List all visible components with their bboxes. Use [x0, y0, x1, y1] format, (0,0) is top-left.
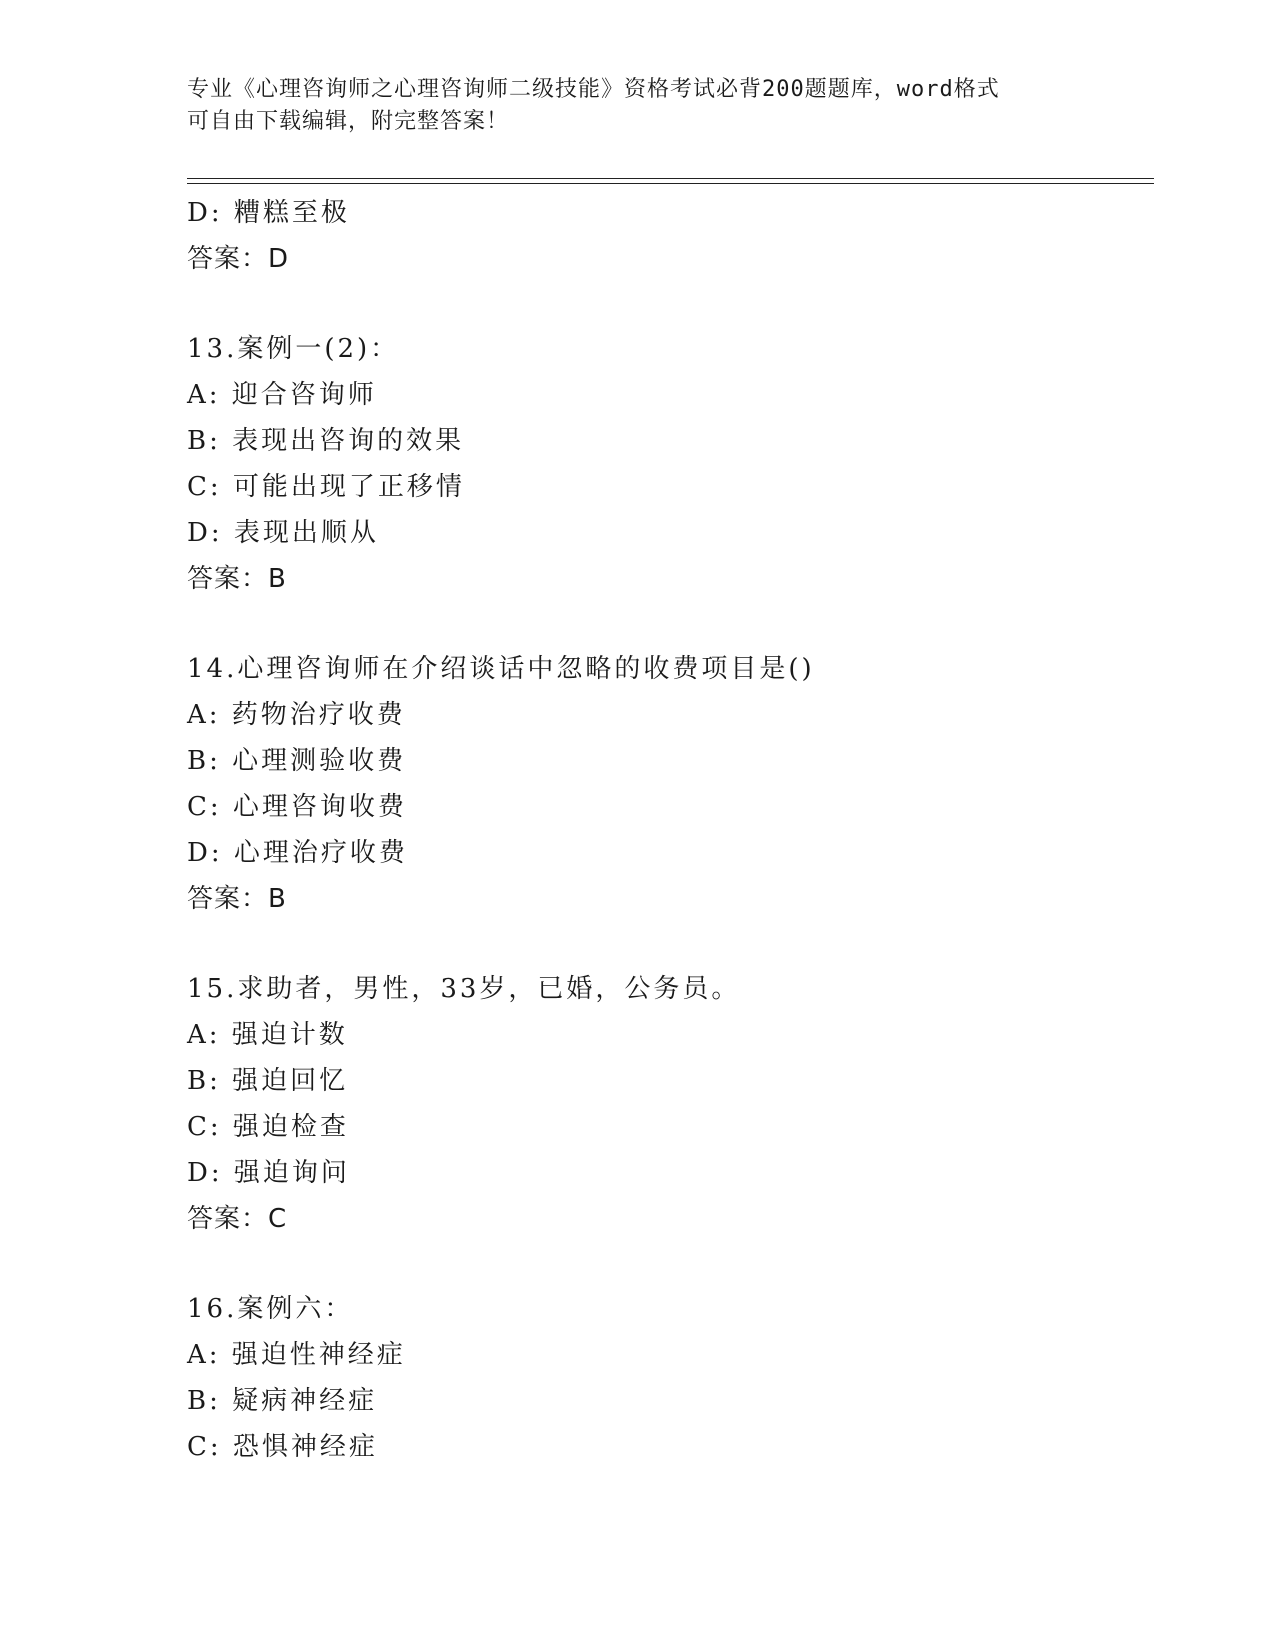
- option-d: D: 心理治疗收费: [187, 838, 408, 868]
- header-divider-top: [187, 178, 1154, 179]
- question-title: 13.案例一(2)：: [187, 334, 400, 364]
- question-16: [187, 1286, 1147, 1470]
- header-line-2: 可自由下载编辑，附完整答案！: [187, 109, 510, 134]
- question-title: 15.求助者，男性，33岁，已婚，公务员。: [187, 974, 741, 1004]
- option-d: D: 糟糕至极: [187, 198, 350, 228]
- document-header: [187, 74, 1087, 138]
- answer-line: 答案：B: [187, 564, 287, 594]
- answer-line: 答案：C: [187, 1204, 288, 1234]
- option-a: A: 药物治疗收费: [187, 700, 406, 730]
- option-a: A: 迎合咨询师: [187, 380, 377, 410]
- question-title: 14.心理咨询师在介绍谈话中忽略的收费项目是(): [187, 654, 815, 684]
- option-b: B: 疑病神经症: [187, 1386, 378, 1416]
- option-c: C: 可能出现了正移情: [187, 472, 465, 502]
- answer-line: 答案：D: [187, 244, 290, 274]
- question-13: [187, 326, 1147, 602]
- option-b: B: 强迫回忆: [187, 1066, 349, 1096]
- header-divider-bottom: [187, 183, 1154, 184]
- question-14: [187, 646, 1147, 922]
- option-a: A: 强迫计数: [187, 1020, 348, 1050]
- option-a: A: 强迫性神经症: [187, 1340, 406, 1370]
- option-c: C: 心理咨询收费: [187, 792, 407, 822]
- option-c: C: 强迫检查: [187, 1112, 349, 1142]
- option-d: D: 强迫询问: [187, 1158, 350, 1188]
- option-c: C: 恐惧神经症: [187, 1432, 378, 1462]
- question-12-tail: [187, 190, 1147, 282]
- question-title: 16.案例六：: [187, 1294, 354, 1324]
- question-list: [187, 190, 1147, 1470]
- option-d: D: 表现出顺从: [187, 518, 379, 548]
- answer-line: 答案：B: [187, 884, 287, 914]
- option-b: B: 表现出咨询的效果: [187, 426, 465, 456]
- header-line-1: 专业《心理咨询师之心理咨询师二级技能》资格考试必背200题题库，word格式: [187, 77, 1000, 102]
- question-15: [187, 966, 1147, 1242]
- option-b: B: 心理测验收费: [187, 746, 407, 776]
